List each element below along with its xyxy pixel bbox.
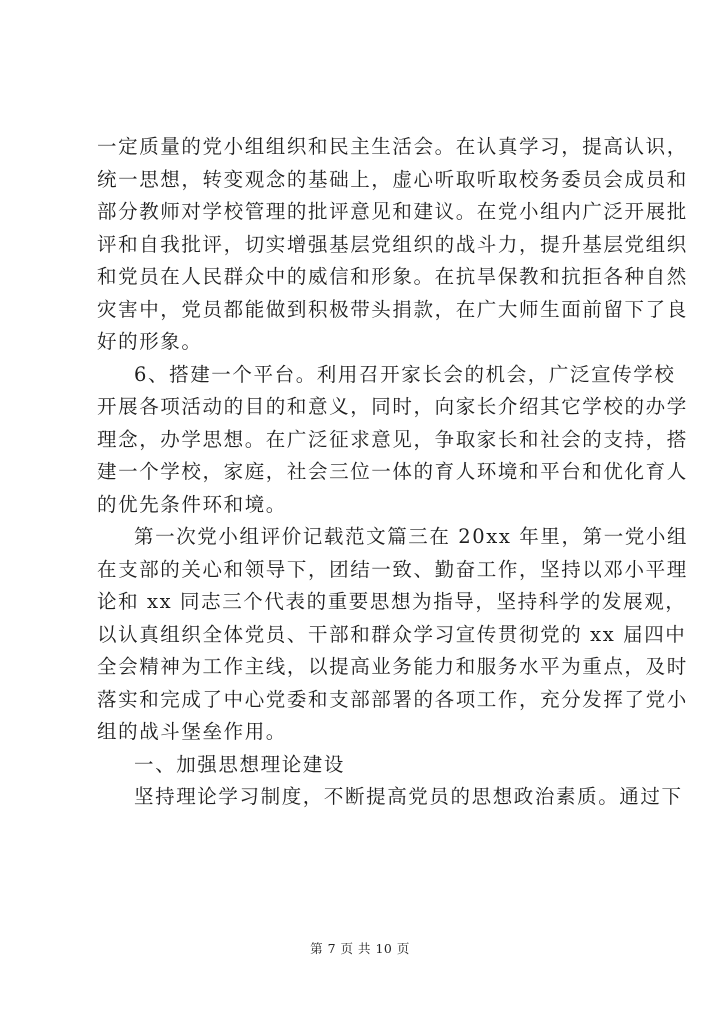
text-line: 评和自我批评，切实增强基层党组织的战斗力，提升基层党组织 [97, 232, 688, 256]
text-line: 理念，办学思想。在广泛征求意见，争取家长和社会的支持，搭 [97, 427, 688, 451]
text-line: 组的战斗堡垒作用。 [97, 720, 287, 743]
section-heading: 一、加强思想理论建设 [134, 752, 346, 776]
text-line: 建一个学校，家庭，社会三位一体的育人环境和平台和优化育人 [97, 460, 688, 483]
text-line: 全会精神为工作主线，以提高业务能力和服务水平为重点，及时 [97, 655, 688, 678]
text-line: 一定质量的党小组组织和民主生活会。在认真学习，提高认识， [97, 135, 688, 158]
text-line: 灾害中，党员都能做到积极带头捐款，在广大师生面前留下了良 [97, 297, 688, 321]
page-number-footer: 第 7 页 共 10 页 [310, 941, 410, 956]
text-line: 统一思想，转变观念的基础上，虚心听取听取校务委员会成员和 [97, 167, 688, 191]
text-line: 的优先条件环和境。 [97, 492, 287, 516]
text-line: 部分教师对学校管理的批评意见和建议。在党小组内广泛开展批 [97, 200, 688, 223]
paragraph-start-line: 第一次党小组评价记载范文篇三在 20xx 年里，第一党小组 [134, 525, 689, 548]
document-body [97, 131, 689, 814]
text-line: 和党员在人民群众中的威信和形象。在抗旱保教和抗拒各种自然 [97, 265, 688, 288]
paragraph-start-line: 6、搭建一个平台。利用召开家长会的机会，广泛宣传学校 [134, 362, 676, 386]
text-line: 好的形象。 [97, 330, 203, 353]
text-line: 开展各项活动的目的和意义，同时，向家长介绍其它学校的办学 [97, 395, 688, 418]
text-line: 落实和完成了中心党委和支部部署的各项工作，充分发挥了党小 [97, 687, 688, 711]
text-line: 在支部的关心和领导下，团结一致、勤奋工作，坚持以邓小平理 [97, 557, 688, 581]
text-line: 论和 xx 同志三个代表的重要思想为指导，坚持科学的发展观， [97, 590, 687, 613]
paragraph-start-line: 坚持理论学习制度，不断提高党员的思想政治素质。通过下 [134, 785, 683, 808]
text-line: 以认真组织全体党员、干部和群众学习宣传贯彻党的 xx 届四中 [97, 622, 687, 646]
